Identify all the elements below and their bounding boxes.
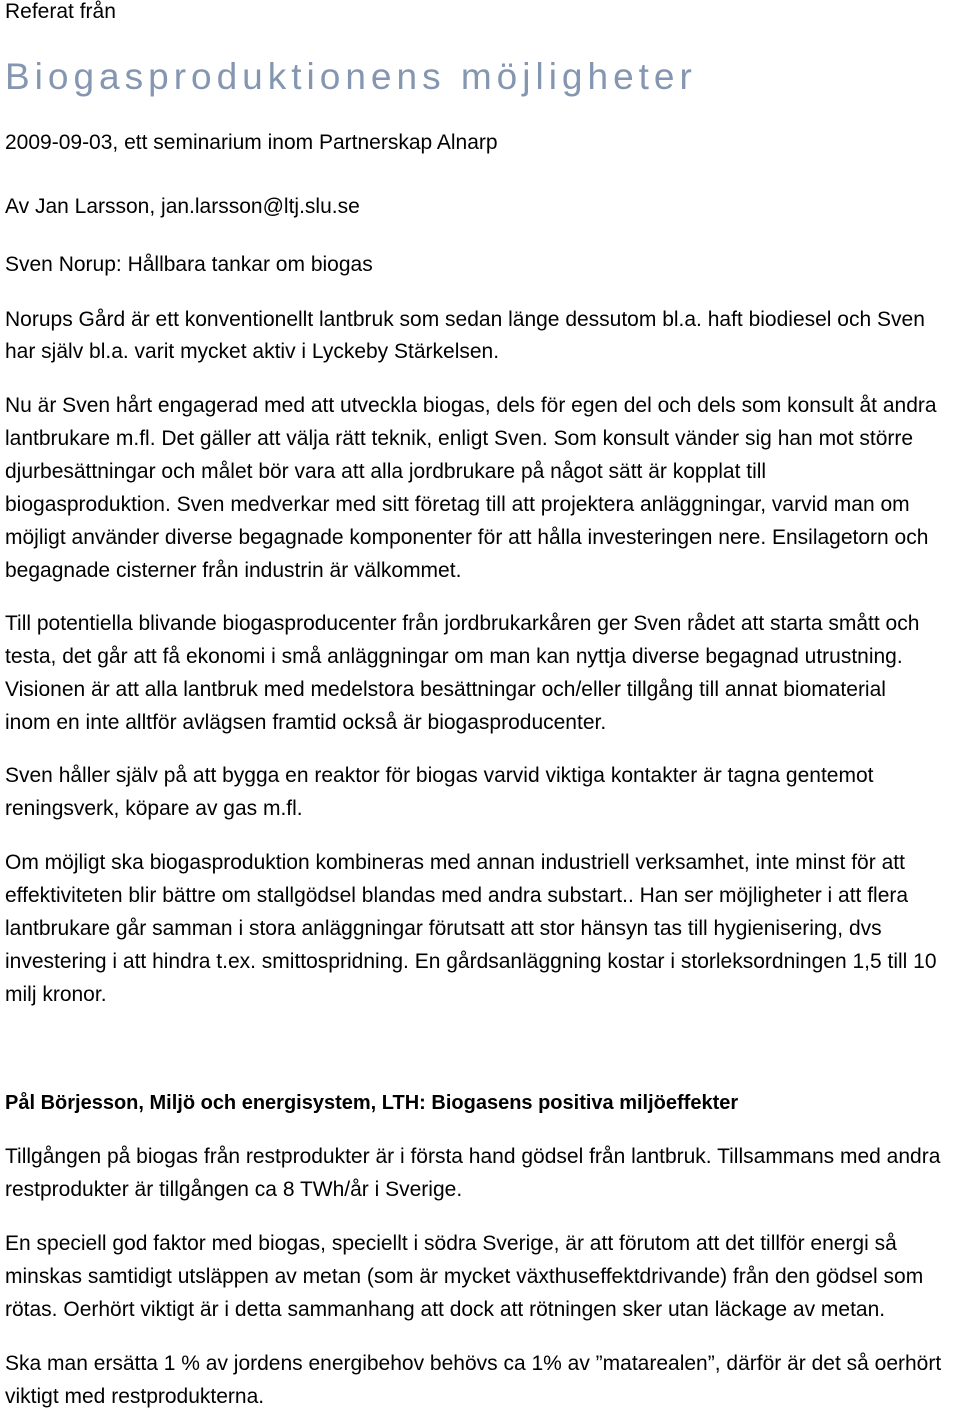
author-line: Av Jan Larsson, jan.larsson@ltj.slu.se	[5, 195, 360, 218]
paragraph-line: Sven håller själv på att bygga en reaktor för biogas varvid viktiga kontakter är tagna gentemot	[5, 764, 874, 787]
date-line: 2009-09-03, ett seminarium inom Partnerskap Alnarp	[5, 131, 498, 154]
paragraph-line: En speciell god faktor med biogas, speciellt i södra Sverige, är att förutom att det tillför energi så	[5, 1232, 897, 1255]
paragraph	[5, 612, 955, 735]
paragraph-line: milj kronor.	[5, 983, 107, 1006]
paragraph-line: effektiviteten blir bättre om stallgödsel blandas med andra substart.. Han ser möjligheter i att flera	[5, 884, 909, 907]
section-heading: Pål Börjesson, Miljö och energisystem, LTH: Biogasens positiva miljöeffekter	[5, 1092, 739, 1114]
section-heading: Sven Norup: Hållbara tankar om biogas	[5, 253, 373, 276]
paragraph-line: Till potentiella blivande biogasproducenter från jordbrukarkåren ger Sven rådet att starta smått och	[5, 612, 920, 635]
paragraph-line: Nu är Sven hårt engagerad med att utveckla biogas, dels för egen del och dels som konsult åt andra	[5, 394, 937, 417]
paragraph-line: möjligt använder diverse begagnade komponenter för att hålla investeringen nere. Ensilagetorn och	[5, 526, 929, 549]
paragraph-line: investering i att hindra t.ex. smittospridning. En gårdsanläggning kostar i storleksordningen 1,5 till 10	[5, 950, 937, 973]
paragraph-line: djurbesättningar och målet bör vara att alla jordbrukare på något sätt är kopplat till	[5, 460, 767, 483]
paragraph-line: Tillgången på biogas från restprodukter är i första hand gödsel från lantbruk. Tillsammans med andra	[5, 1145, 941, 1168]
document-label: Referat från	[5, 0, 116, 23]
paragraph-line: Ska man ersätta 1 % av jordens energibehov behövs ca 1% av ”matarealen”, därför är det så oerhört	[5, 1352, 942, 1375]
paragraph-line: begagnade cisterner från industrin är välkommet.	[5, 559, 462, 582]
paragraph	[5, 1145, 955, 1202]
paragraph-line: biogasproduktion. Sven medverkar med sitt företag till att projektera anläggningar, varvid man om	[5, 493, 910, 516]
paragraph-line: Visionen är att alla lantbruk med medelstora besättningar och/eller tillgång till annat biomaterial	[5, 678, 886, 701]
paragraph	[5, 764, 955, 821]
paragraph-line: Om möjligt ska biogasproduktion kombineras med annan industriell verksamhet, inte minst för att	[5, 851, 905, 874]
paragraph-line: har själv bl.a. varit mycket aktiv i Lyckeby Stärkelsen.	[5, 340, 500, 363]
paragraph-line: lantbrukare går samman i stora anläggningar förutsatt att stor hänsyn tas till hygienisering, dvs	[5, 917, 882, 940]
paragraph-line: rötas. Oerhört viktigt är i detta sammanhang att dock att rötningen sker utan läckage av metan.	[5, 1298, 886, 1321]
document-title: Biogasproduktionens möjligheter	[5, 56, 697, 97]
paragraph-line: lantbrukare m.fl. Det gäller att välja rätt teknik, enligt Sven. Som konsult vänder sig han mot större	[5, 427, 914, 450]
paragraph-line: Norups Gård är ett konventionellt lantbruk som sedan länge dessutom bl.a. haft biodiesel och Sven	[5, 308, 925, 331]
paragraph	[5, 394, 955, 583]
paragraph-line: minskas samtidigt utsläppen av metan (som är mycket växthuseffektdrivande) från den gödsel som	[5, 1265, 924, 1288]
paragraph	[5, 1232, 955, 1322]
paragraph	[5, 851, 955, 1007]
paragraph-line: inom en inte alltför avlägsen framtid också är biogasproducenter.	[5, 711, 607, 734]
paragraph-line: restprodukter är tillgången ca 8 TWh/år i Sverige.	[5, 1178, 463, 1201]
paragraph-line: testa, det går att få ekonomi i små anläggningar om man kan nyttja diverse begagnad utrustning.	[5, 645, 903, 668]
paragraph	[5, 308, 955, 364]
paragraph-line: reningsverk, köpare av gas m.fl.	[5, 797, 303, 820]
paragraph	[5, 1352, 955, 1409]
paragraph-line: viktigt med restprodukterna.	[5, 1385, 265, 1408]
